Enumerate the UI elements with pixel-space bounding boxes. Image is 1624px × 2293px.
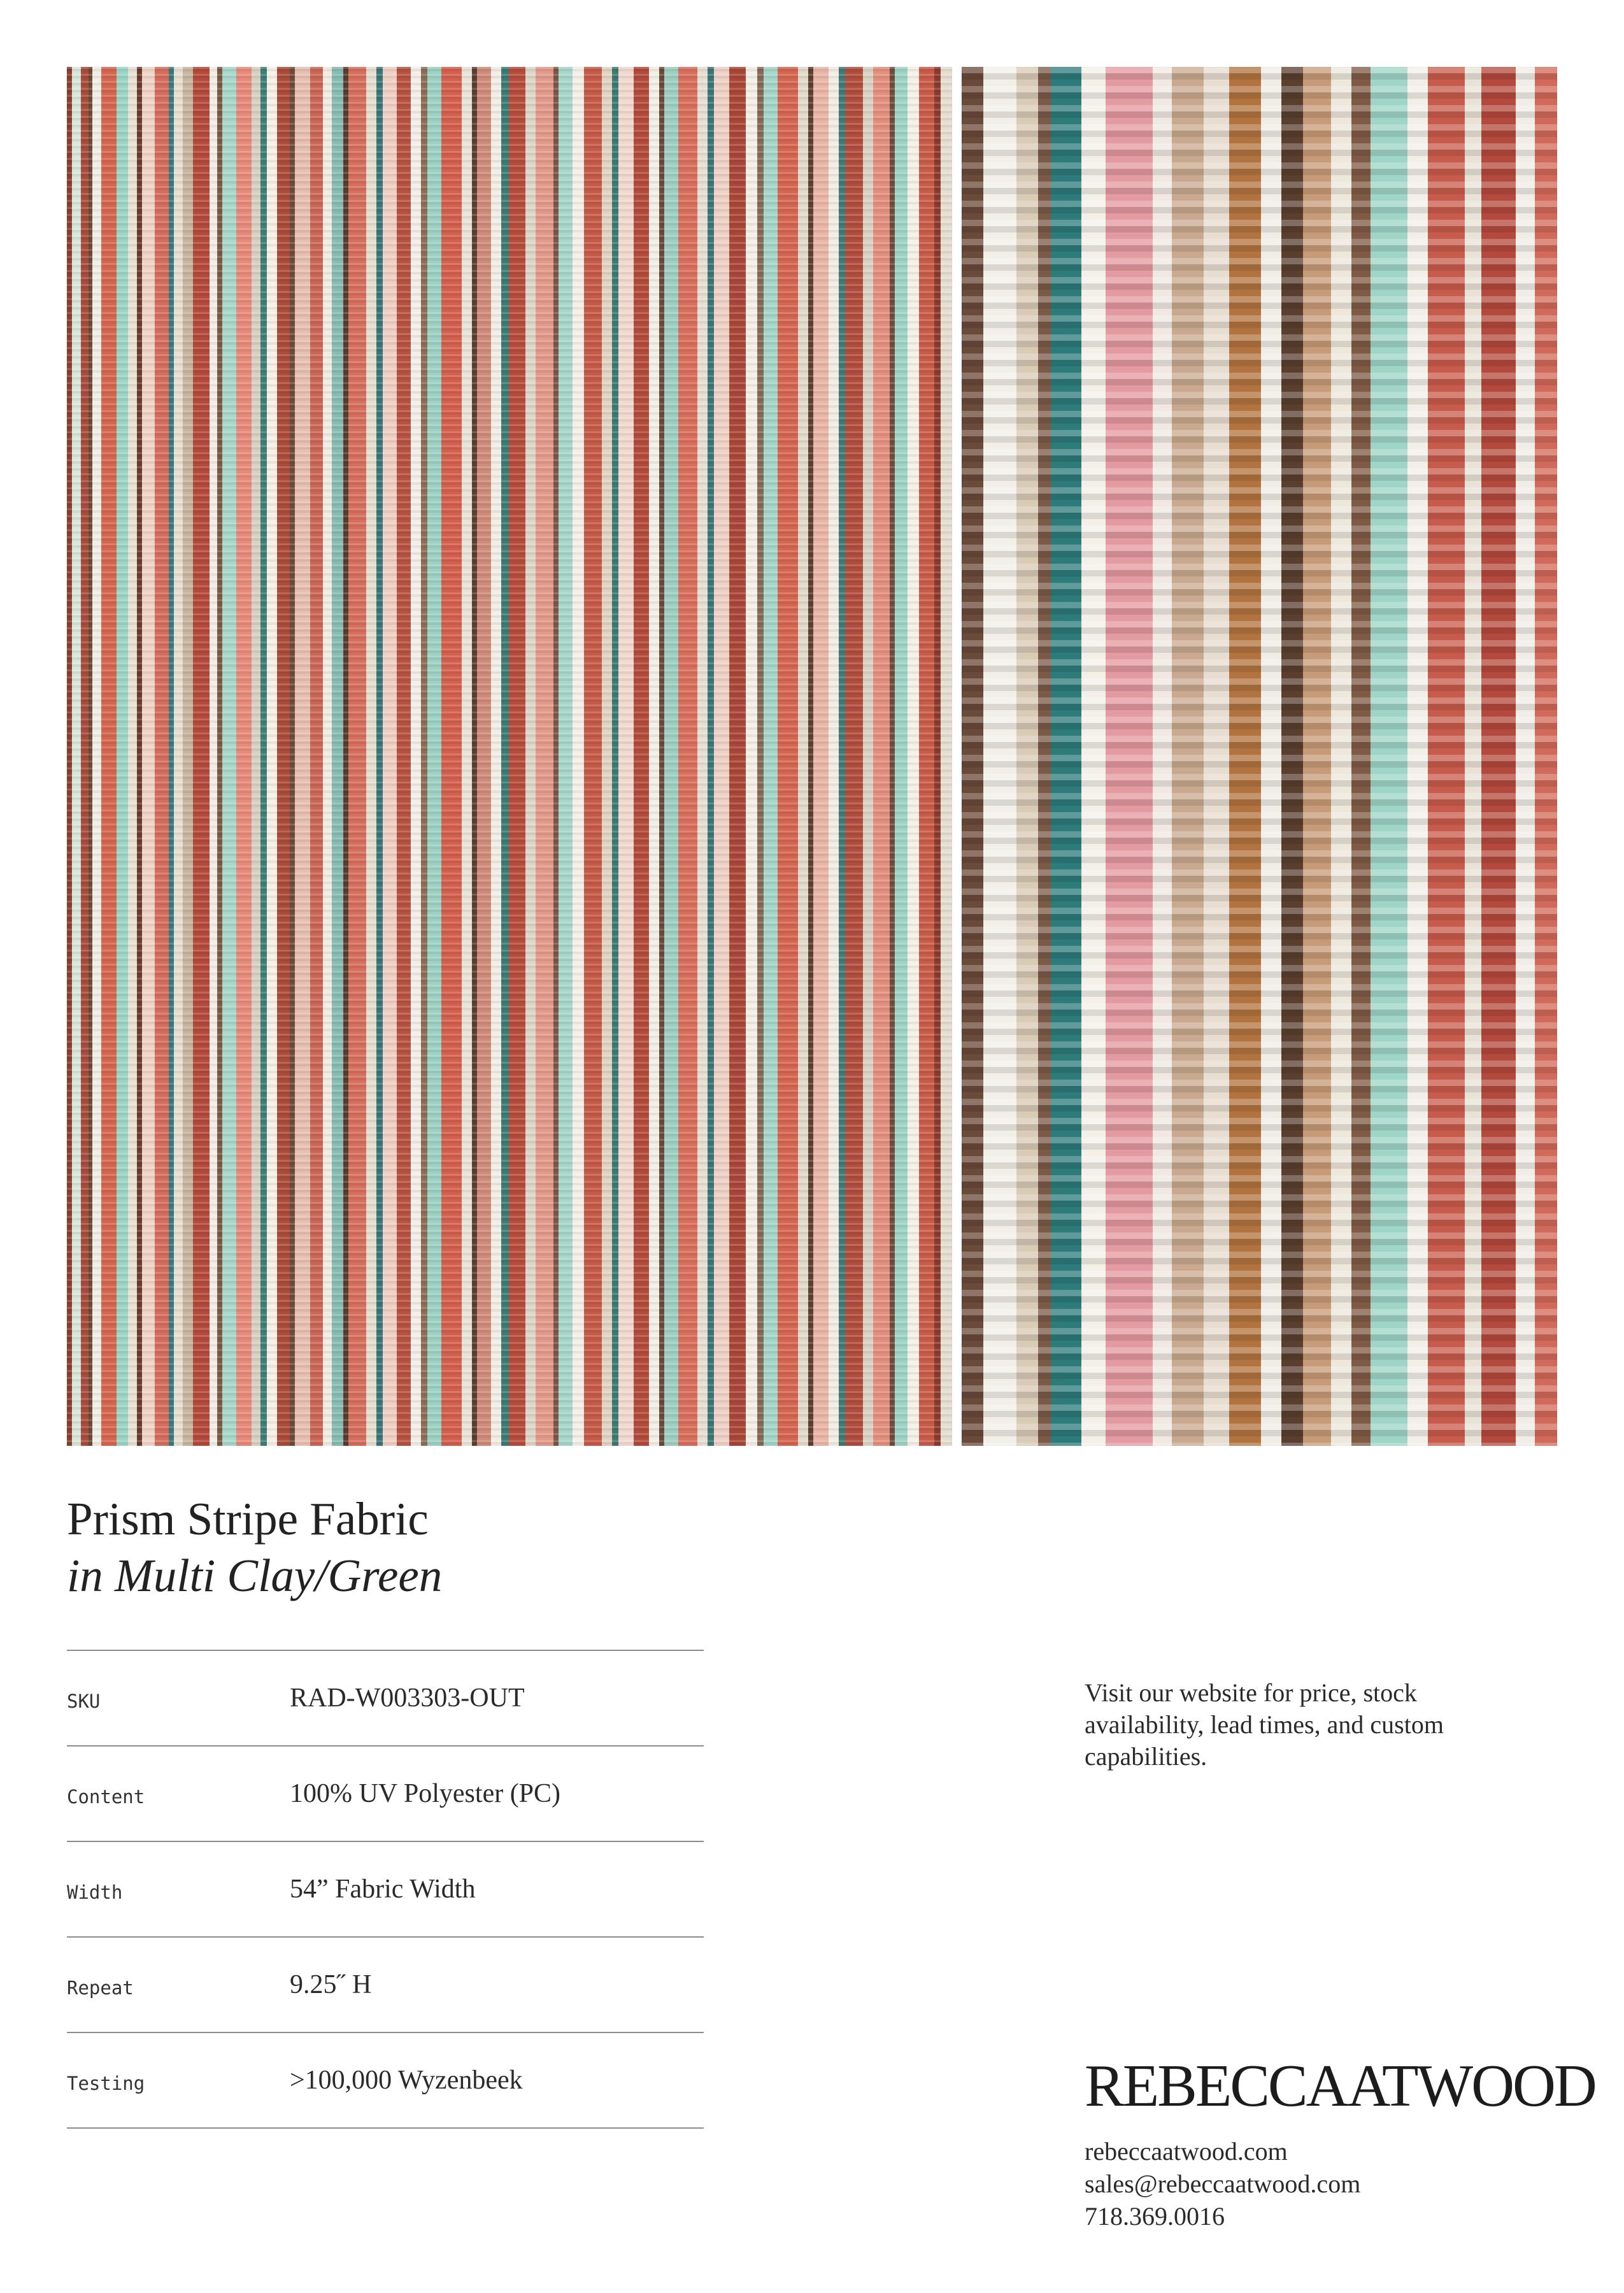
spec-row-testing [67,2033,704,2129]
spec-row-sku [67,1651,704,1747]
brand-logo: REBECCAATWOOD [1085,2053,1595,2119]
spec-value: 9.25˝ H [290,1970,372,1999]
spec-value: 54” Fabric Width [290,1875,476,1904]
spec-value: RAD-W003303-OUT [290,1683,525,1713]
spec-row-content [67,1747,704,1842]
spec-label: Repeat [67,1977,134,1999]
phone-number: 718.369.0016 [1085,2202,1225,2231]
spec-row-width [67,1842,704,1938]
contact-block [1085,2135,1360,2233]
spec-value: 100% UV Polyester (PC) [290,1779,561,1808]
spec-label: Testing [67,2073,145,2094]
spec-value: >100,000 Wyzenbeek [290,2066,523,2095]
product-subtitle: in Multi Clay/Green [67,1550,443,1601]
spec-row-repeat [67,1938,704,2033]
fabric-full-swatch-image [67,67,952,1446]
spec-table [67,1650,704,2129]
website-link[interactable]: rebeccaatwood.com [1085,2137,1288,2166]
spec-label: SKU [67,1690,101,1712]
product-title: Prism Stripe Fabric [67,1493,429,1545]
email-link[interactable]: sales@rebeccaatwood.com [1085,2169,1361,2199]
website-note: Visit our website for price, stock availability, lead times, and custom capabilities. [1085,1678,1444,1771]
spec-label: Width [67,1882,123,1903]
fabric-close-up-image [962,67,1557,1446]
spec-label: Content [67,1786,145,1808]
